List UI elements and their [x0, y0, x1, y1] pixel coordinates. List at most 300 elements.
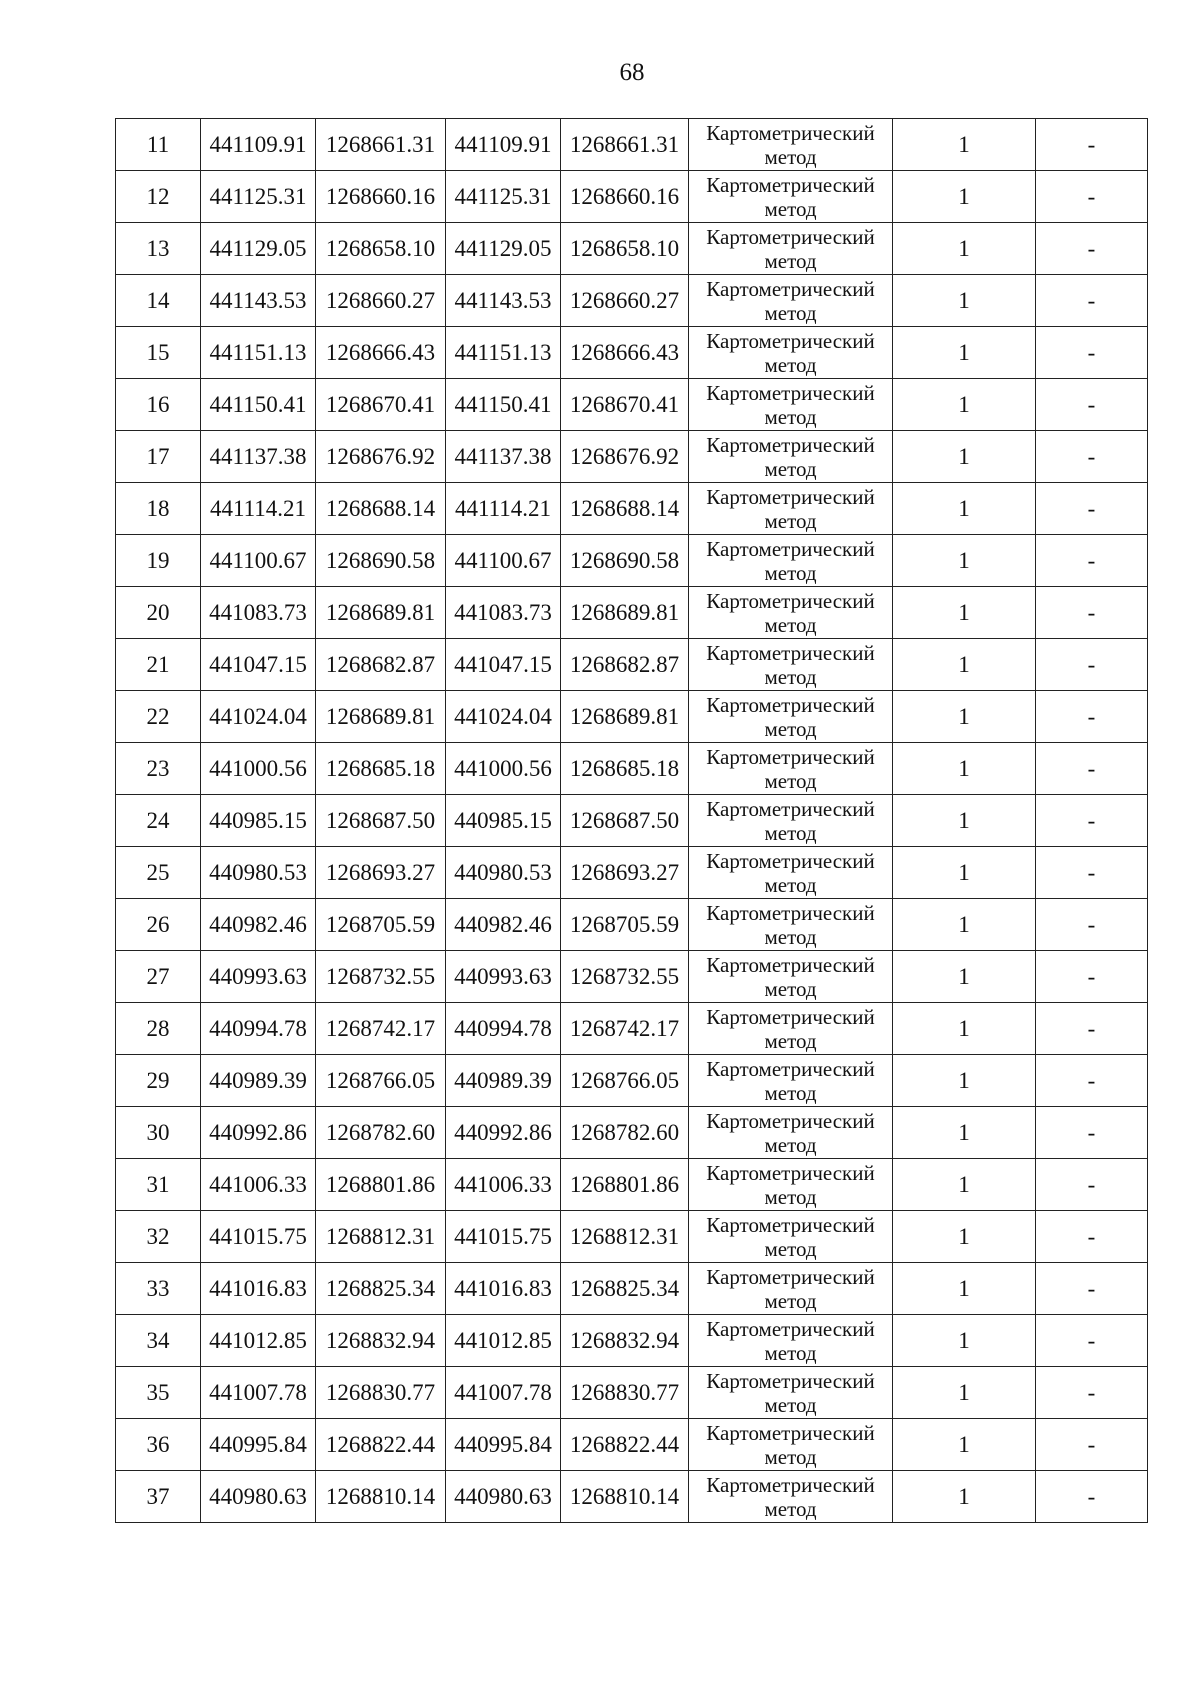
accuracy-cell: 1	[893, 1367, 1036, 1419]
point-number-cell: 36	[116, 1419, 201, 1471]
note-cell: -	[1036, 1107, 1148, 1159]
method-line-1: Картометрический	[706, 1264, 875, 1289]
table-row	[116, 535, 1148, 587]
method-line-1: Картометрический	[706, 796, 875, 821]
existing-x-cell: 441006.33	[201, 1159, 316, 1211]
refined-x-cell: 441007.78	[446, 1367, 561, 1419]
existing-y-cell: 1268693.27	[316, 847, 446, 899]
refined-y-cell: 1268732.55	[561, 951, 689, 1003]
method-line-2: метод	[764, 508, 817, 533]
method-line-2: метод	[764, 248, 817, 273]
method-line-2: метод	[764, 716, 817, 741]
refined-x-cell: 440982.46	[446, 899, 561, 951]
refined-x-cell: 440993.63	[446, 951, 561, 1003]
method-cell	[689, 275, 893, 327]
table-row	[116, 1263, 1148, 1315]
method-cell	[689, 171, 893, 223]
refined-y-cell: 1268801.86	[561, 1159, 689, 1211]
method-line-2: метод	[764, 352, 817, 377]
method-cell	[689, 691, 893, 743]
refined-x-cell: 441012.85	[446, 1315, 561, 1367]
point-number-cell: 32	[116, 1211, 201, 1263]
table-row	[116, 171, 1148, 223]
accuracy-cell: 1	[893, 1315, 1036, 1367]
method-cell	[689, 1107, 893, 1159]
existing-y-cell: 1268742.17	[316, 1003, 446, 1055]
accuracy-cell: 1	[893, 899, 1036, 951]
accuracy-cell: 1	[893, 743, 1036, 795]
existing-x-cell: 441143.53	[201, 275, 316, 327]
refined-y-cell: 1268689.81	[561, 587, 689, 639]
method-line-2: метод	[764, 300, 817, 325]
method-line-2: метод	[764, 664, 817, 689]
refined-x-cell: 441125.31	[446, 171, 561, 223]
existing-x-cell: 441012.85	[201, 1315, 316, 1367]
note-cell: -	[1036, 1471, 1148, 1523]
refined-x-cell: 441047.15	[446, 639, 561, 691]
refined-y-cell: 1268688.14	[561, 483, 689, 535]
method-line-2: метод	[764, 1132, 817, 1157]
refined-y-cell: 1268693.27	[561, 847, 689, 899]
note-cell: -	[1036, 119, 1148, 171]
accuracy-cell: 1	[893, 951, 1036, 1003]
method-line-1: Картометрический	[706, 1316, 875, 1341]
existing-x-cell: 440980.63	[201, 1471, 316, 1523]
table-row	[116, 691, 1148, 743]
note-cell: -	[1036, 535, 1148, 587]
method-line-1: Картометрический	[706, 640, 875, 665]
method-line-1: Картометрический	[706, 276, 875, 301]
note-cell: -	[1036, 795, 1148, 847]
method-cell	[689, 431, 893, 483]
note-cell: -	[1036, 1003, 1148, 1055]
point-number-cell: 20	[116, 587, 201, 639]
note-cell: -	[1036, 899, 1148, 951]
existing-x-cell: 440989.39	[201, 1055, 316, 1107]
method-cell	[689, 899, 893, 951]
existing-y-cell: 1268676.92	[316, 431, 446, 483]
method-line-2: метод	[764, 1392, 817, 1417]
table-row	[116, 899, 1148, 951]
note-cell: -	[1036, 327, 1148, 379]
point-number-cell: 24	[116, 795, 201, 847]
note-cell: -	[1036, 1211, 1148, 1263]
note-cell: -	[1036, 1159, 1148, 1211]
method-line-1: Картометрический	[706, 432, 875, 457]
refined-x-cell: 440985.15	[446, 795, 561, 847]
existing-x-cell: 440992.86	[201, 1107, 316, 1159]
existing-y-cell: 1268705.59	[316, 899, 446, 951]
method-line-2: метод	[764, 820, 817, 845]
method-line-2: метод	[764, 1184, 817, 1209]
note-cell: -	[1036, 431, 1148, 483]
existing-x-cell: 441125.31	[201, 171, 316, 223]
note-cell: -	[1036, 743, 1148, 795]
refined-x-cell: 440980.63	[446, 1471, 561, 1523]
table-row	[116, 275, 1148, 327]
refined-y-cell: 1268658.10	[561, 223, 689, 275]
note-cell: -	[1036, 639, 1148, 691]
existing-y-cell: 1268685.18	[316, 743, 446, 795]
method-cell	[689, 587, 893, 639]
method-cell	[689, 119, 893, 171]
existing-x-cell: 441016.83	[201, 1263, 316, 1315]
refined-x-cell: 441150.41	[446, 379, 561, 431]
method-cell	[689, 327, 893, 379]
method-line-1: Картометрический	[706, 120, 875, 145]
refined-y-cell: 1268660.16	[561, 171, 689, 223]
method-cell	[689, 1055, 893, 1107]
accuracy-cell: 1	[893, 1003, 1036, 1055]
point-number-cell: 12	[116, 171, 201, 223]
accuracy-cell: 1	[893, 431, 1036, 483]
table-row	[116, 639, 1148, 691]
accuracy-cell: 1	[893, 275, 1036, 327]
point-number-cell: 35	[116, 1367, 201, 1419]
method-cell	[689, 1419, 893, 1471]
refined-y-cell: 1268660.27	[561, 275, 689, 327]
table-row	[116, 1055, 1148, 1107]
refined-y-cell: 1268832.94	[561, 1315, 689, 1367]
note-cell: -	[1036, 691, 1148, 743]
table-row	[116, 223, 1148, 275]
accuracy-cell: 1	[893, 119, 1036, 171]
existing-x-cell: 441151.13	[201, 327, 316, 379]
method-cell	[689, 1263, 893, 1315]
refined-x-cell: 441015.75	[446, 1211, 561, 1263]
method-cell	[689, 483, 893, 535]
existing-x-cell: 441015.75	[201, 1211, 316, 1263]
refined-x-cell: 441000.56	[446, 743, 561, 795]
existing-y-cell: 1268660.16	[316, 171, 446, 223]
refined-y-cell: 1268810.14	[561, 1471, 689, 1523]
point-number-cell: 37	[116, 1471, 201, 1523]
refined-x-cell: 441109.91	[446, 119, 561, 171]
method-line-2: метод	[764, 1236, 817, 1261]
existing-y-cell: 1268801.86	[316, 1159, 446, 1211]
point-number-cell: 25	[116, 847, 201, 899]
accuracy-cell: 1	[893, 223, 1036, 275]
method-line-1: Картометрический	[706, 588, 875, 613]
table-row	[116, 1211, 1148, 1263]
existing-y-cell: 1268812.31	[316, 1211, 446, 1263]
method-line-2: метод	[764, 872, 817, 897]
note-cell: -	[1036, 171, 1148, 223]
existing-y-cell: 1268689.81	[316, 587, 446, 639]
refined-y-cell: 1268705.59	[561, 899, 689, 951]
note-cell: -	[1036, 379, 1148, 431]
accuracy-cell: 1	[893, 1211, 1036, 1263]
method-line-2: метод	[764, 1288, 817, 1313]
method-line-2: метод	[764, 1444, 817, 1469]
point-number-cell: 18	[116, 483, 201, 535]
table-row	[116, 1471, 1148, 1523]
table-row	[116, 743, 1148, 795]
existing-y-cell: 1268689.81	[316, 691, 446, 743]
note-cell: -	[1036, 951, 1148, 1003]
method-line-2: метод	[764, 768, 817, 793]
method-line-1: Картометрический	[706, 172, 875, 197]
existing-y-cell: 1268766.05	[316, 1055, 446, 1107]
existing-y-cell: 1268830.77	[316, 1367, 446, 1419]
method-line-1: Картометрический	[706, 952, 875, 977]
table-row	[116, 1003, 1148, 1055]
method-line-2: метод	[764, 976, 817, 1001]
existing-x-cell: 441137.38	[201, 431, 316, 483]
accuracy-cell: 1	[893, 535, 1036, 587]
method-cell	[689, 379, 893, 431]
table-row	[116, 1107, 1148, 1159]
point-number-cell: 23	[116, 743, 201, 795]
existing-x-cell: 440993.63	[201, 951, 316, 1003]
refined-x-cell: 440980.53	[446, 847, 561, 899]
refined-x-cell: 441006.33	[446, 1159, 561, 1211]
point-number-cell: 21	[116, 639, 201, 691]
method-cell	[689, 1367, 893, 1419]
refined-y-cell: 1268687.50	[561, 795, 689, 847]
point-number-cell: 28	[116, 1003, 201, 1055]
accuracy-cell: 1	[893, 639, 1036, 691]
note-cell: -	[1036, 1263, 1148, 1315]
refined-x-cell: 441137.38	[446, 431, 561, 483]
table-row	[116, 1159, 1148, 1211]
refined-x-cell: 441151.13	[446, 327, 561, 379]
refined-y-cell: 1268685.18	[561, 743, 689, 795]
accuracy-cell: 1	[893, 327, 1036, 379]
accuracy-cell: 1	[893, 795, 1036, 847]
method-line-1: Картометрический	[706, 380, 875, 405]
point-number-cell: 16	[116, 379, 201, 431]
table-row	[116, 327, 1148, 379]
refined-y-cell: 1268766.05	[561, 1055, 689, 1107]
table-row	[116, 951, 1148, 1003]
refined-y-cell: 1268742.17	[561, 1003, 689, 1055]
point-number-cell: 14	[116, 275, 201, 327]
refined-y-cell: 1268812.31	[561, 1211, 689, 1263]
point-number-cell: 26	[116, 899, 201, 951]
existing-y-cell: 1268690.58	[316, 535, 446, 587]
method-cell	[689, 743, 893, 795]
accuracy-cell: 1	[893, 379, 1036, 431]
point-number-cell: 17	[116, 431, 201, 483]
refined-y-cell: 1268666.43	[561, 327, 689, 379]
point-number-cell: 13	[116, 223, 201, 275]
accuracy-cell: 1	[893, 1263, 1036, 1315]
page-number: 68	[619, 59, 645, 86]
point-number-cell: 22	[116, 691, 201, 743]
existing-x-cell: 441150.41	[201, 379, 316, 431]
method-line-1: Картометрический	[706, 484, 875, 509]
refined-y-cell: 1268830.77	[561, 1367, 689, 1419]
refined-x-cell: 441016.83	[446, 1263, 561, 1315]
accuracy-cell: 1	[893, 691, 1036, 743]
note-cell: -	[1036, 1419, 1148, 1471]
method-line-1: Картометрический	[706, 328, 875, 353]
method-cell	[689, 795, 893, 847]
method-line-2: метод	[764, 612, 817, 637]
existing-x-cell: 441083.73	[201, 587, 316, 639]
method-cell	[689, 1471, 893, 1523]
refined-x-cell: 441083.73	[446, 587, 561, 639]
refined-y-cell: 1268825.34	[561, 1263, 689, 1315]
method-line-1: Картометрический	[706, 1108, 875, 1133]
accuracy-cell: 1	[893, 1107, 1036, 1159]
method-line-2: метод	[764, 560, 817, 585]
method-cell	[689, 639, 893, 691]
existing-x-cell: 440995.84	[201, 1419, 316, 1471]
point-number-cell: 29	[116, 1055, 201, 1107]
method-cell	[689, 1003, 893, 1055]
point-number-cell: 33	[116, 1263, 201, 1315]
table-row	[116, 795, 1148, 847]
existing-y-cell: 1268666.43	[316, 327, 446, 379]
refined-x-cell: 441129.05	[446, 223, 561, 275]
method-cell	[689, 223, 893, 275]
method-cell	[689, 1315, 893, 1367]
method-line-1: Картометрический	[706, 1160, 875, 1185]
refined-x-cell: 441100.67	[446, 535, 561, 587]
method-line-2: метод	[764, 1028, 817, 1053]
method-line-2: метод	[764, 456, 817, 481]
table-row	[116, 119, 1148, 171]
accuracy-cell: 1	[893, 1159, 1036, 1211]
method-cell	[689, 847, 893, 899]
refined-x-cell: 440992.86	[446, 1107, 561, 1159]
existing-x-cell: 441007.78	[201, 1367, 316, 1419]
method-line-1: Картометрический	[706, 692, 875, 717]
method-line-2: метод	[764, 196, 817, 221]
table-row	[116, 483, 1148, 535]
accuracy-cell: 1	[893, 483, 1036, 535]
refined-y-cell: 1268689.81	[561, 691, 689, 743]
existing-y-cell: 1268810.14	[316, 1471, 446, 1523]
method-cell	[689, 951, 893, 1003]
note-cell: -	[1036, 1315, 1148, 1367]
existing-x-cell: 440982.46	[201, 899, 316, 951]
existing-y-cell: 1268732.55	[316, 951, 446, 1003]
existing-y-cell: 1268682.87	[316, 639, 446, 691]
existing-x-cell: 441000.56	[201, 743, 316, 795]
point-number-cell: 34	[116, 1315, 201, 1367]
note-cell: -	[1036, 587, 1148, 639]
table-row	[116, 379, 1148, 431]
existing-y-cell: 1268822.44	[316, 1419, 446, 1471]
coordinates-table	[115, 118, 1148, 1523]
refined-y-cell: 1268676.92	[561, 431, 689, 483]
note-cell: -	[1036, 483, 1148, 535]
method-cell	[689, 1211, 893, 1263]
refined-y-cell: 1268782.60	[561, 1107, 689, 1159]
method-line-1: Картометрический	[706, 1472, 875, 1497]
method-cell	[689, 1159, 893, 1211]
method-line-2: метод	[764, 1080, 817, 1105]
existing-y-cell: 1268687.50	[316, 795, 446, 847]
existing-y-cell: 1268782.60	[316, 1107, 446, 1159]
existing-y-cell: 1268832.94	[316, 1315, 446, 1367]
point-number-cell: 11	[116, 119, 201, 171]
table-row	[116, 587, 1148, 639]
method-line-1: Картометрический	[706, 1420, 875, 1445]
existing-x-cell: 441024.04	[201, 691, 316, 743]
point-number-cell: 27	[116, 951, 201, 1003]
table-row	[116, 431, 1148, 483]
accuracy-cell: 1	[893, 1471, 1036, 1523]
method-line-2: метод	[764, 924, 817, 949]
refined-y-cell: 1268690.58	[561, 535, 689, 587]
accuracy-cell: 1	[893, 171, 1036, 223]
existing-x-cell: 441114.21	[201, 483, 316, 535]
point-number-cell: 19	[116, 535, 201, 587]
existing-y-cell: 1268825.34	[316, 1263, 446, 1315]
method-line-1: Картометрический	[706, 1004, 875, 1029]
method-line-2: метод	[764, 1340, 817, 1365]
existing-x-cell: 440985.15	[201, 795, 316, 847]
method-line-2: метод	[764, 404, 817, 429]
method-line-1: Картометрический	[706, 848, 875, 873]
refined-x-cell: 441114.21	[446, 483, 561, 535]
accuracy-cell: 1	[893, 1419, 1036, 1471]
note-cell: -	[1036, 223, 1148, 275]
refined-y-cell: 1268661.31	[561, 119, 689, 171]
accuracy-cell: 1	[893, 1055, 1036, 1107]
refined-y-cell: 1268822.44	[561, 1419, 689, 1471]
existing-x-cell: 440994.78	[201, 1003, 316, 1055]
note-cell: -	[1036, 275, 1148, 327]
point-number-cell: 31	[116, 1159, 201, 1211]
existing-x-cell: 441129.05	[201, 223, 316, 275]
existing-y-cell: 1268661.31	[316, 119, 446, 171]
table-row	[116, 1315, 1148, 1367]
existing-x-cell: 441109.91	[201, 119, 316, 171]
table-body	[116, 119, 1148, 1523]
method-cell	[689, 535, 893, 587]
existing-y-cell: 1268688.14	[316, 483, 446, 535]
refined-x-cell: 440995.84	[446, 1419, 561, 1471]
existing-y-cell: 1268660.27	[316, 275, 446, 327]
refined-x-cell: 440989.39	[446, 1055, 561, 1107]
table-row	[116, 847, 1148, 899]
table-row	[116, 1367, 1148, 1419]
point-number-cell: 30	[116, 1107, 201, 1159]
refined-y-cell: 1268670.41	[561, 379, 689, 431]
method-line-1: Картометрический	[706, 1056, 875, 1081]
method-line-1: Картометрический	[706, 1368, 875, 1393]
existing-x-cell: 441100.67	[201, 535, 316, 587]
table-row	[116, 1419, 1148, 1471]
method-line-1: Картометрический	[706, 1212, 875, 1237]
existing-x-cell: 440980.53	[201, 847, 316, 899]
method-line-1: Картометрический	[706, 900, 875, 925]
existing-y-cell: 1268658.10	[316, 223, 446, 275]
method-line-1: Картометрический	[706, 224, 875, 249]
accuracy-cell: 1	[893, 587, 1036, 639]
method-line-2: метод	[764, 1496, 817, 1521]
existing-x-cell: 441047.15	[201, 639, 316, 691]
refined-y-cell: 1268682.87	[561, 639, 689, 691]
refined-x-cell: 440994.78	[446, 1003, 561, 1055]
refined-x-cell: 441024.04	[446, 691, 561, 743]
method-line-1: Картометрический	[706, 536, 875, 561]
method-line-1: Картометрический	[706, 744, 875, 769]
method-line-2: метод	[764, 144, 817, 169]
note-cell: -	[1036, 847, 1148, 899]
note-cell: -	[1036, 1367, 1148, 1419]
refined-x-cell: 441143.53	[446, 275, 561, 327]
note-cell: -	[1036, 1055, 1148, 1107]
point-number-cell: 15	[116, 327, 201, 379]
accuracy-cell: 1	[893, 847, 1036, 899]
existing-y-cell: 1268670.41	[316, 379, 446, 431]
